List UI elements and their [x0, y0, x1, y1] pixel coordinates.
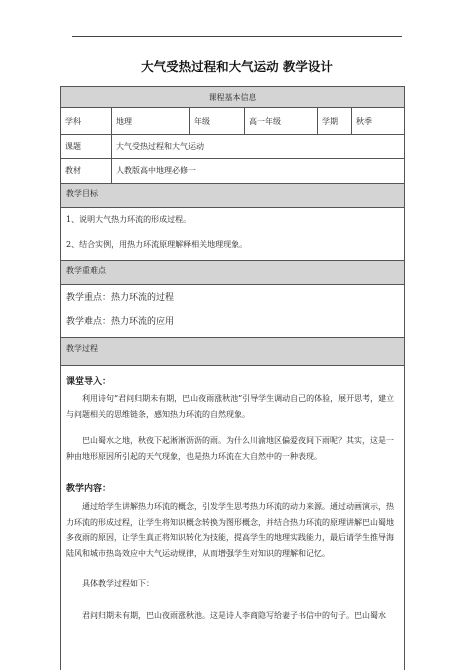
intro-heading: 课堂导入： [66, 377, 112, 387]
specific-process-label: 具体教学过程如下： [82, 579, 154, 588]
content-paragraph: 通过给学生讲解热力环流的概念，引发学生思考热力环流的动力来源。通过动画演示，热力环流的形成过程，让学生将知识概念转换为图形概念，并结合热力环流的原理讲解巴山蜀地多夜雨的原因，让学生真正将知识转化为技能，提高学生的地理实践能力，最后请学生推导海陆风和城市热岛效应中大气运动规律，从而增强学生对知识的理解和记忆。 [66, 502, 394, 558]
header-rule [72, 36, 402, 37]
info-row-subject [61, 108, 404, 135]
info-row-topic [61, 135, 404, 159]
objectives-body [61, 208, 404, 261]
term-label: 学期 [317, 108, 351, 134]
textbook-label: 教材 [65, 166, 81, 175]
objectives-header-row [61, 184, 404, 208]
grade-value: 高一年级 [244, 108, 317, 134]
key-difficulty: 教学难点：热力环流的应用 [66, 317, 175, 327]
textbook-value: 人教版高中地理必修一 [111, 159, 404, 183]
info-header-row [61, 87, 404, 108]
keypoints-header: 教学重难点 [66, 266, 106, 275]
topic-value: 大气受热过程和大气运动 [111, 135, 404, 158]
grade-label: 年级 [189, 108, 244, 134]
intro-paragraph-2: 巴山蜀水之地，秋夜下起淅淅沥沥的雨。为什么川渝地区偏爱夜间下雨呢？其实，这是一种由地形原因所引起的天气现象，也是热力环流在大自然中的一种表现。 [66, 436, 394, 461]
topic-label: 课题 [65, 142, 81, 151]
keypoints-header-row [61, 261, 404, 285]
lesson-plan-table [60, 86, 405, 670]
poem-paragraph: 君问归期未有期，巴山夜雨涨秋池。这是诗人李商隐写给妻子书信中的句子。巴山蜀水 [82, 611, 386, 620]
process-body [61, 366, 404, 671]
objective-item: 1、说明大气热力环流的形成过程。 [66, 215, 192, 224]
objective-item: 2、结合实例，用热力环流原理解释相关地理现象。 [66, 240, 248, 249]
document-title: 大气受热过程和大气运动 教学设计 [141, 59, 333, 74]
process-header: 教学过程 [66, 344, 98, 353]
content-heading: 教学内容： [66, 484, 112, 494]
keypoints-body [61, 285, 404, 338]
subject-label: 学科 [65, 117, 81, 126]
term-value: 秋季 [351, 108, 404, 134]
key-focus: 教学重点：热力环流的过程 [66, 293, 175, 303]
subject-value: 地理 [111, 108, 189, 134]
process-header-row [61, 338, 404, 366]
info-row-textbook [61, 159, 404, 184]
info-header: 课程基本信息 [208, 93, 257, 102]
objectives-header: 教学目标 [66, 189, 98, 198]
intro-paragraph-1: 利用诗句“君问归期未有期，巴山夜雨涨秋池”引导学生调动自己的体验，展开思考，建立与问题相关的思维链条，感知热力环流的自然现象。 [66, 394, 395, 419]
